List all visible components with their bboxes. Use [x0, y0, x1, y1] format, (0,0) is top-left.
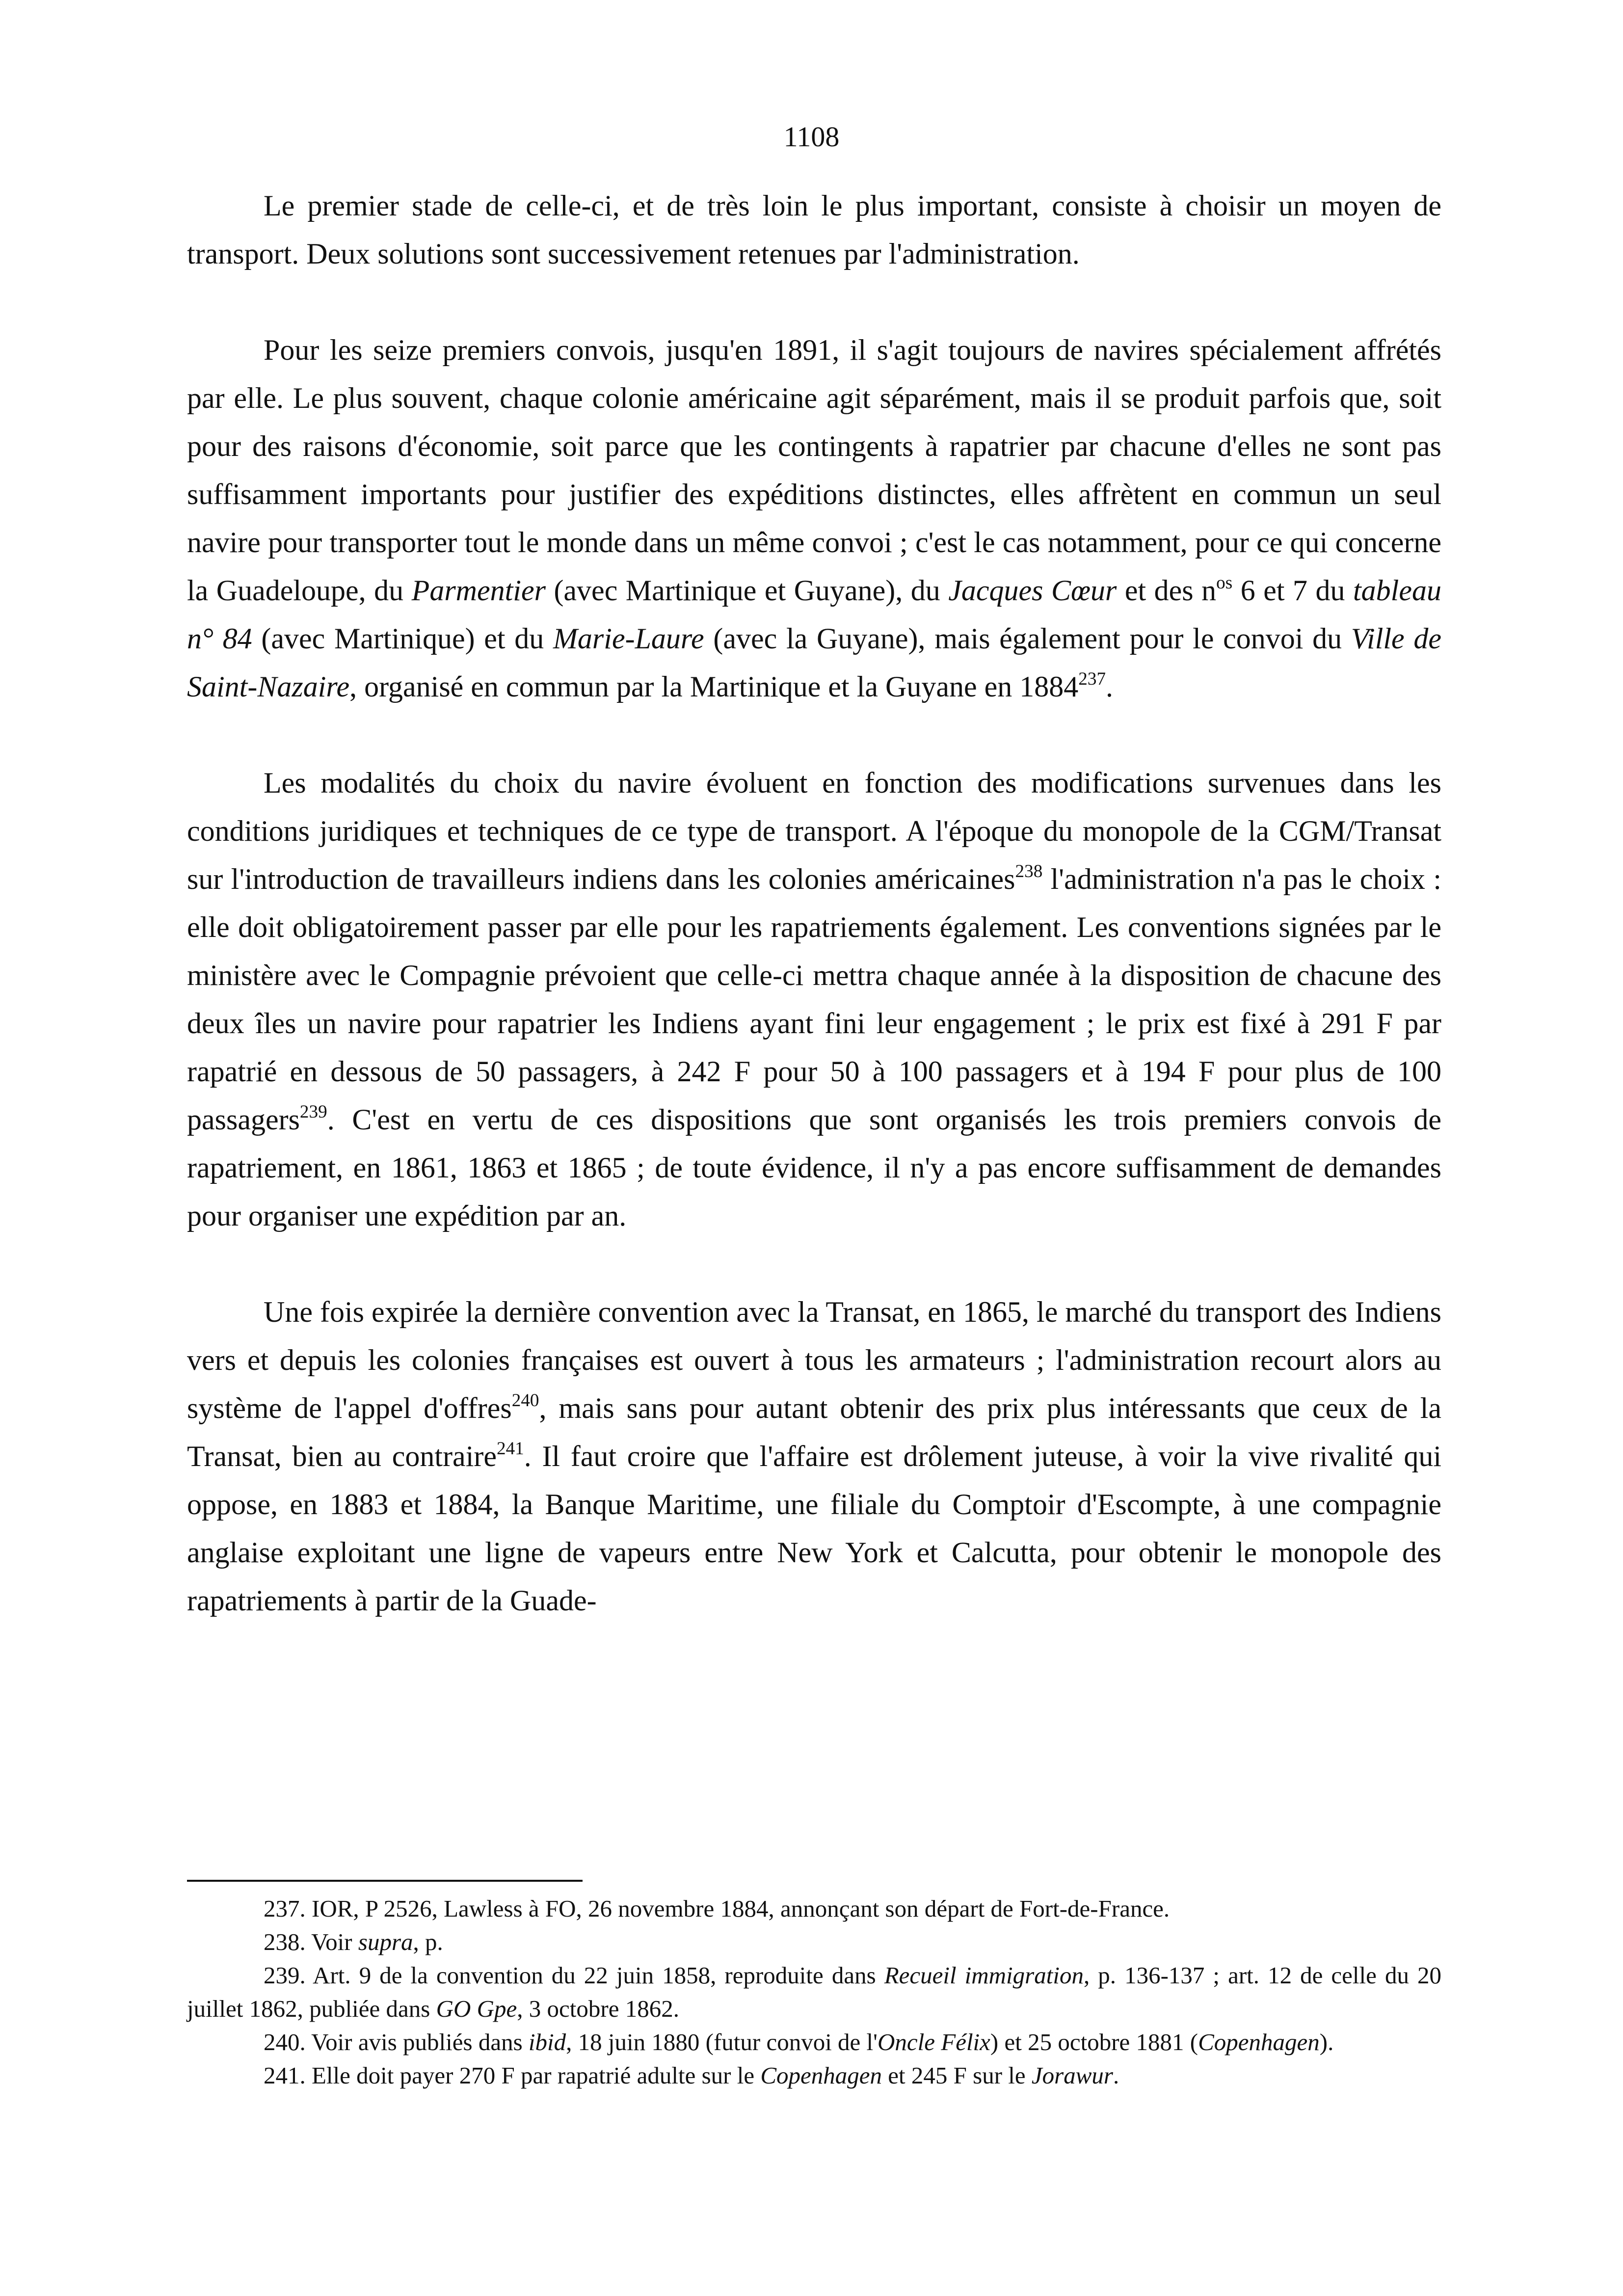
text-run: (avec Martinique) et du — [252, 622, 553, 655]
superscript: os — [1216, 572, 1233, 593]
footnote-text: 238. Voir — [264, 1928, 358, 1955]
footnote-ref[interactable]: 238 — [1015, 861, 1043, 881]
footnote — [187, 1892, 1441, 1925]
footnote-italic: Copenhagen — [760, 2062, 882, 2089]
body-text — [187, 182, 1441, 1625]
footnote-text: 241. Elle doit payer 270 F par rapatrié adulte sur le — [264, 2062, 761, 2089]
footnote-italic: Oncle Félix — [878, 2029, 990, 2056]
footnote-text: . — [1113, 2062, 1119, 2089]
text-run: l'administration n'a pas le choix : elle doit obligatoirement passer par elle pour les rapatriements également. Les conventions signées par le ministère avec le Compagnie prévoient que celle-ci mettra chaque année à la disposition de chacune des deux îles un navire pour rapatrier les Indiens ayant fini leur engagement ; le prix est fixé à 291 F par rapatrié en dessous de 50 passagers, à 242 F pour 50 à 100 passagers et à 194 F pour plus de 100 passagers — [187, 863, 1441, 1136]
footnote-text: 237. IOR, P 2526, Lawless à FO, 26 novembre 1884, annonçant son départ de Fort-de-France. — [264, 1895, 1170, 1922]
text-run: et des n — [1117, 574, 1217, 607]
footnote — [187, 1925, 1441, 1959]
text-run: Les modalités du choix du navire évoluent en fonction des modifications survenues dans les conditions juridiques et techniques de ce type de transport. A l'époque du monopole de la CGM/Transat sur l'introduction de travailleurs indiens dans les colonies américaines — [187, 767, 1441, 895]
text-run: . — [1106, 670, 1114, 703]
footnote-italic: supra — [358, 1928, 413, 1955]
paragraph — [187, 326, 1441, 711]
footnote — [187, 2059, 1441, 2092]
footnote-italic: Jorawur — [1031, 2062, 1113, 2089]
text-run: (avec Martinique et Guyane), du — [545, 574, 949, 607]
text-run: (avec la Guyane), mais également pour le convoi du — [704, 622, 1351, 655]
text-run: . C'est en vertu de ces dispositions que sont organisés les trois premiers convois de rapatriement, en 1861, 1863 et 1865 ; de toute évidence, il n'y a pas encore suffisamment de demandes pour organiser une expédition par an. — [187, 1103, 1441, 1232]
paragraph — [187, 759, 1441, 1240]
ship-name: Parmentier — [411, 574, 546, 607]
text-run: 6 et 7 du — [1232, 574, 1353, 607]
footnote-italic: Copenhagen — [1198, 2029, 1320, 2056]
footnote-text: , p. — [413, 1928, 443, 1955]
footnote-italic: ibid — [528, 2029, 566, 2056]
ship-name: Ville de Saint-Nazaire — [187, 622, 1442, 703]
footnote-italic: Recueil immigration — [884, 1962, 1084, 1989]
table-reference: tableau n° 84 — [187, 574, 1441, 655]
text-run: . Il faut croire que l'affaire est drôlement juteuse, à voir la vive rivalité qui oppose, en 1883 et 1884, la Banque Maritime, une filiale du Comptoir d'Escompte, à une compagnie anglaise exploitant une ligne de vapeurs entre New York et Calcutta, pour obtenir le monopole des rapatriements à partir de la Guade- — [187, 1440, 1441, 1617]
footnotes — [187, 1892, 1441, 2092]
footnote-text: , p. 136-137 ; art. 12 de celle du 20 juillet 1862, publiée dans — [187, 1962, 1441, 2022]
footnote-text: ). — [1319, 2029, 1334, 2056]
footnote-ref[interactable]: 241 — [496, 1438, 524, 1459]
ship-name: Jacques Cœur — [948, 574, 1117, 607]
footnote-text: 240. Voir avis publiés dans — [264, 2029, 529, 2056]
footnote-text: , 3 octobre 1862. — [517, 1995, 679, 2022]
text-run: Le premier stade de celle-ci, et de très loin le plus important, consiste à choisir un moyen de transport. Deux solutions sont successivement retenues par l'administration. — [187, 189, 1441, 270]
text-run: Une fois expirée la dernière convention avec la Transat, en 1865, le marché du transport des Indiens vers et depuis les colonies françaises est ouvert à tous les armateurs ; l'administration recourt alors au système de l'appel d'offres — [187, 1296, 1441, 1424]
footnote-text: ) et 25 octobre 1881 ( — [990, 2029, 1198, 2056]
paragraph — [187, 1288, 1441, 1625]
footnote-italic: GO Gpe — [436, 1995, 517, 2022]
footnote-ref[interactable]: 239 — [299, 1101, 327, 1122]
ship-name: Marie-Laure — [553, 622, 704, 655]
paragraph — [187, 182, 1441, 278]
footnote — [187, 2026, 1441, 2059]
text-run: , organisé en commun par la Martinique et la Guyane en 1884 — [349, 670, 1079, 703]
footnote-separator — [187, 1880, 583, 1882]
footnote-text: 239. Art. 9 de la convention du 22 juin 1858, reproduite dans — [264, 1962, 884, 1989]
page-number: 1108 — [783, 121, 840, 153]
footnote-ref[interactable]: 240 — [511, 1390, 539, 1411]
footnote-ref[interactable]: 237 — [1078, 668, 1106, 689]
footnote-text: , 18 juin 1880 (futur convoi de l' — [566, 2029, 878, 2056]
footnote — [187, 1959, 1441, 2026]
text-run: Pour les seize premiers convois, jusqu'en 1891, il s'agit toujours de navires spécialement affrétés par elle. Le plus souvent, chaque colonie américaine agit séparément, mais il se produit parfois que, soit pour des raisons d'économie, soit parce que les contingents à rapatrier par chacune d'elles ne sont pas suffisamment importants pour justifier des expéditions distinctes, elles affrètent en commun un seul navire pour transporter tout le monde dans un même convoi ; c'est le cas notamment, pour ce qui concerne la Guadeloupe, du — [187, 334, 1441, 607]
footnote-text: et 245 F sur le — [882, 2062, 1032, 2089]
text-run: , mais sans pour autant obtenir des prix plus intéressants que ceux de la Transat, bien au contraire — [187, 1392, 1441, 1472]
